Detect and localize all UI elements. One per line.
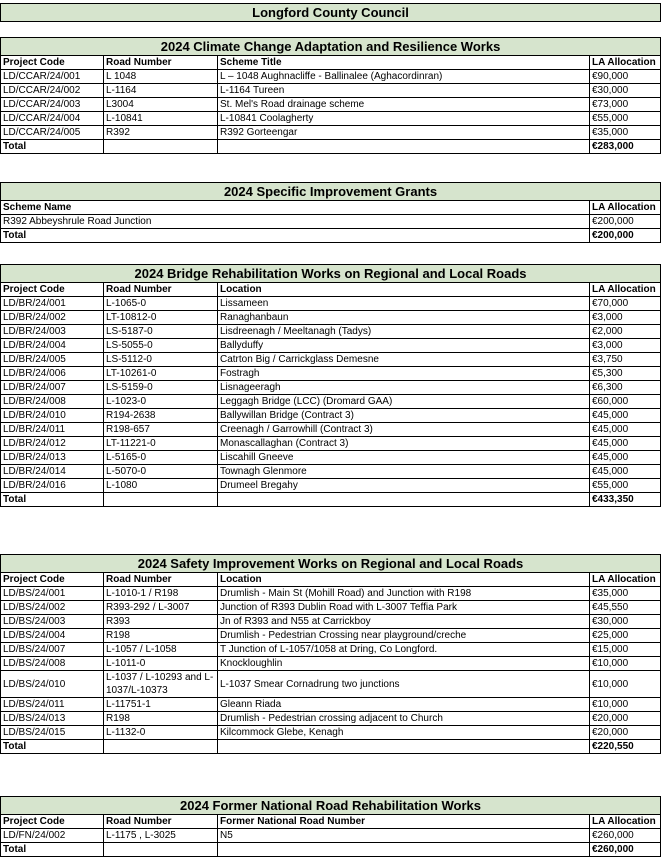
table-row	[1, 712, 661, 726]
table-cell: L-5070-0	[104, 465, 218, 479]
table-row	[1, 601, 661, 615]
table-cell: €6,300	[590, 381, 661, 395]
table-cell: €45,000	[590, 423, 661, 437]
table-cell: €30,000	[590, 615, 661, 629]
column-header: Project Code	[1, 815, 104, 829]
table-cell: €73,000	[590, 98, 661, 112]
table-cell: Drumeel Bregahy	[218, 479, 590, 493]
column-header: Project Code	[1, 573, 104, 587]
column-header: LA Allocation	[590, 201, 661, 215]
table-cell: LD/BS/24/008	[1, 657, 104, 671]
table-cell: €45,000	[590, 409, 661, 423]
total-label: Total	[1, 740, 104, 754]
table-cell: LD/BR/24/001	[1, 297, 104, 311]
table-cell: LD/BS/24/002	[1, 601, 104, 615]
table-cell: LS-5112-0	[104, 353, 218, 367]
table-cell: L3004	[104, 98, 218, 112]
column-header: Scheme Name	[1, 201, 590, 215]
table-cell: €45,550	[590, 601, 661, 615]
table-cell: €25,000	[590, 629, 661, 643]
total-label: Total	[1, 229, 590, 243]
table-cell: L 1048	[104, 70, 218, 84]
table-cell: LS-5055-0	[104, 339, 218, 353]
table-cell: LD/BR/24/005	[1, 353, 104, 367]
table-cell: Ranaghanbaun	[218, 311, 590, 325]
table-cell: Gleann Riada	[218, 698, 590, 712]
table-cell: L-1065-0	[104, 297, 218, 311]
climate-table	[0, 37, 661, 154]
table-cell: LD/BR/24/007	[1, 381, 104, 395]
table-cell: LD/BR/24/003	[1, 325, 104, 339]
total-value: €433,350	[590, 493, 661, 507]
section-heading: 2024 Climate Change Adaptation and Resilience Works	[1, 38, 661, 56]
table-row	[1, 829, 661, 843]
total-value: €260,000	[590, 843, 661, 857]
table-cell: St. Mel's Road drainage scheme	[218, 98, 590, 112]
table-cell: €90,000	[590, 70, 661, 84]
table-row	[1, 381, 661, 395]
column-header: Road Number	[104, 283, 218, 297]
table-cell: LD/BR/24/014	[1, 465, 104, 479]
table-row	[1, 698, 661, 712]
total-value: €220,550	[590, 740, 661, 754]
table-cell: LT-10812-0	[104, 311, 218, 325]
table-row	[1, 126, 661, 140]
table-cell: R393	[104, 615, 218, 629]
table-row	[1, 643, 661, 657]
table-cell: €30,000	[590, 84, 661, 98]
table-row	[1, 657, 661, 671]
table-cell: L-1164	[104, 84, 218, 98]
table-cell: R194-2638	[104, 409, 218, 423]
table-row	[1, 726, 661, 740]
table-row	[1, 423, 661, 437]
table-row	[1, 587, 661, 601]
table-row	[1, 84, 661, 98]
column-header: Project Code	[1, 56, 104, 70]
table-cell: LD/CCAR/24/001	[1, 70, 104, 84]
column-header: LA Allocation	[590, 56, 661, 70]
table-row	[1, 465, 661, 479]
table-cell: Monascallaghan (Contract 3)	[218, 437, 590, 451]
table-cell: L-1132-0	[104, 726, 218, 740]
table-cell: LD/BS/24/013	[1, 712, 104, 726]
table-cell: LD/BR/24/012	[1, 437, 104, 451]
table-cell: LS-5187-0	[104, 325, 218, 339]
table-cell: LD/BR/24/016	[1, 479, 104, 493]
table-cell: €35,000	[590, 126, 661, 140]
table-row	[1, 98, 661, 112]
table-cell: LD/CCAR/24/004	[1, 112, 104, 126]
section-heading: 2024 Safety Improvement Works on Regional and Local Roads	[1, 555, 661, 573]
table-row	[1, 409, 661, 423]
table-cell: LT-11221-0	[104, 437, 218, 451]
table-cell: Lissameen	[218, 297, 590, 311]
table-cell: €2,000	[590, 325, 661, 339]
table-row	[1, 311, 661, 325]
total-label: Total	[1, 843, 104, 857]
table-cell: LD/CCAR/24/003	[1, 98, 104, 112]
table-row	[1, 437, 661, 451]
table-cell: Lisdreenagh / Meeltanagh (Tadys)	[218, 325, 590, 339]
page-title: Longford County Council	[1, 4, 661, 22]
table-cell: €3,000	[590, 311, 661, 325]
column-header: Former National Road Number	[218, 815, 590, 829]
table-cell: L-1010-1 / R198	[104, 587, 218, 601]
table-cell: R393-292 / L-3007	[104, 601, 218, 615]
table-cell: L-5165-0	[104, 451, 218, 465]
table-cell: €3,750	[590, 353, 661, 367]
table-row	[1, 353, 661, 367]
column-header: LA Allocation	[590, 283, 661, 297]
table-cell: LD/BS/24/007	[1, 643, 104, 657]
table-cell: Creenagh / Garrowhill (Contract 3)	[218, 423, 590, 437]
climate-rows	[1, 70, 661, 140]
table-cell: €45,000	[590, 465, 661, 479]
total-label: Total	[1, 140, 104, 154]
table-cell: L-1057 / L-1058	[104, 643, 218, 657]
table-cell: LD/BR/24/010	[1, 409, 104, 423]
table-cell: R392 Abbeyshrule Road Junction	[1, 215, 590, 229]
table-cell: Drumlish - Main St (Mohill Road) and Junction with R198	[218, 587, 590, 601]
table-cell: Liscahill Gneeve	[218, 451, 590, 465]
table-row	[1, 395, 661, 409]
table-cell: €35,000	[590, 587, 661, 601]
table-cell: LD/BS/24/010	[1, 671, 104, 698]
table-row	[1, 70, 661, 84]
specific-table	[0, 182, 661, 243]
table-cell: R392	[104, 126, 218, 140]
column-header: Location	[218, 573, 590, 587]
table-cell: €10,000	[590, 657, 661, 671]
table-cell: L-1164 Tureen	[218, 84, 590, 98]
table-cell: LD/BR/24/008	[1, 395, 104, 409]
table-cell: LD/FN/24/002	[1, 829, 104, 843]
table-cell: L-1023-0	[104, 395, 218, 409]
table-cell: €60,000	[590, 395, 661, 409]
safety-table	[0, 554, 661, 754]
table-cell: L-1011-0	[104, 657, 218, 671]
table-cell: LD/BS/24/001	[1, 587, 104, 601]
table-cell: Catrton Big / Carrickglass Demesne	[218, 353, 590, 367]
column-header: LA Allocation	[590, 815, 661, 829]
table-cell: €3,000	[590, 339, 661, 353]
total-label: Total	[1, 493, 104, 507]
table-row	[1, 671, 661, 698]
table-cell: LD/CCAR/24/005	[1, 126, 104, 140]
table-cell: L – 1048 Aughnacliffe - Ballinalee (Aghacordinran)	[218, 70, 590, 84]
table-cell: €15,000	[590, 643, 661, 657]
former-table	[0, 796, 661, 857]
total-value: €200,000	[590, 229, 661, 243]
table-cell: Ballyduffy	[218, 339, 590, 353]
table-cell: L-11751-1	[104, 698, 218, 712]
table-cell: €55,000	[590, 479, 661, 493]
table-cell: L-1037 Smear Cornadrung two junctions	[218, 671, 590, 698]
table-cell: €20,000	[590, 712, 661, 726]
table-cell: Drumlish - Pedestrian Crossing near playground/creche	[218, 629, 590, 643]
column-header: Road Number	[104, 573, 218, 587]
bridge-table	[0, 264, 661, 507]
table-row	[1, 297, 661, 311]
table-cell: LS-5159-0	[104, 381, 218, 395]
table-row	[1, 112, 661, 126]
table-cell: R392 Gorteengar	[218, 126, 590, 140]
column-header: Road Number	[104, 815, 218, 829]
section-heading: 2024 Specific Improvement Grants	[1, 183, 661, 201]
table-cell: LD/CCAR/24/002	[1, 84, 104, 98]
table-cell: Jn of R393 and N55 at Carrickboy	[218, 615, 590, 629]
table-cell: L-1037 / L-10293 and L-1037/L-10373	[104, 671, 218, 698]
column-header: Project Code	[1, 283, 104, 297]
table-cell: L-1080	[104, 479, 218, 493]
table-row	[1, 451, 661, 465]
table-cell: €55,000	[590, 112, 661, 126]
safety-rows	[1, 587, 661, 740]
table-row	[1, 479, 661, 493]
table-cell: LD/BR/24/013	[1, 451, 104, 465]
table-cell: LD/BR/24/002	[1, 311, 104, 325]
table-cell: LD/BR/24/004	[1, 339, 104, 353]
table-cell: R198	[104, 712, 218, 726]
table-cell: €5,300	[590, 367, 661, 381]
table-cell: LD/BS/24/011	[1, 698, 104, 712]
table-row	[1, 339, 661, 353]
former-rows	[1, 829, 661, 843]
table-cell: Kilcommock Glebe, Kenagh	[218, 726, 590, 740]
table-cell: €20,000	[590, 726, 661, 740]
table-row	[1, 615, 661, 629]
table-cell: €260,000	[590, 829, 661, 843]
column-header: Location	[218, 283, 590, 297]
column-header: LA Allocation	[590, 573, 661, 587]
table-cell: Junction of R393 Dublin Road with L-3007 Teffia Park	[218, 601, 590, 615]
table-cell: Townagh Glenmore	[218, 465, 590, 479]
table-cell: €200,000	[590, 215, 661, 229]
table-cell: R198	[104, 629, 218, 643]
table-cell: LD/BS/24/004	[1, 629, 104, 643]
table-cell: €45,000	[590, 437, 661, 451]
table-cell: LD/BS/24/003	[1, 615, 104, 629]
table-cell: Knockloughlin	[218, 657, 590, 671]
table-cell: LT-10261-0	[104, 367, 218, 381]
table-cell: L-10841 Coolagherty	[218, 112, 590, 126]
table-cell: €10,000	[590, 698, 661, 712]
table-cell: Fostragh	[218, 367, 590, 381]
column-header: Scheme Title	[218, 56, 590, 70]
table-cell: Ballywillan Bridge (Contract 3)	[218, 409, 590, 423]
table-cell: L-10841	[104, 112, 218, 126]
table-cell: T Junction of L-1057/1058 at Dring, Co Longford.	[218, 643, 590, 657]
table-cell: €45,000	[590, 451, 661, 465]
table-cell: LD/BR/24/011	[1, 423, 104, 437]
table-cell: Drumlish - Pedestrian crossing adjacent to Church	[218, 712, 590, 726]
table-cell: €70,000	[590, 297, 661, 311]
table-row	[1, 629, 661, 643]
column-header: Road Number	[104, 56, 218, 70]
title-table	[0, 3, 661, 22]
table-cell: R198-657	[104, 423, 218, 437]
table-cell: LD/BS/24/015	[1, 726, 104, 740]
section-heading: 2024 Former National Road Rehabilitation Works	[1, 797, 661, 815]
table-row	[1, 325, 661, 339]
table-cell: Leggagh Bridge (LCC) (Dromard GAA)	[218, 395, 590, 409]
table-cell: L-1175 , L-3025	[104, 829, 218, 843]
section-heading: 2024 Bridge Rehabilitation Works on Regional and Local Roads	[1, 265, 661, 283]
table-row	[1, 367, 661, 381]
table-cell: N5	[218, 829, 590, 843]
total-value: €283,000	[590, 140, 661, 154]
table-cell: Lisnageeragh	[218, 381, 590, 395]
table-cell: €10,000	[590, 671, 661, 698]
table-cell: LD/BR/24/006	[1, 367, 104, 381]
bridge-rows	[1, 297, 661, 493]
